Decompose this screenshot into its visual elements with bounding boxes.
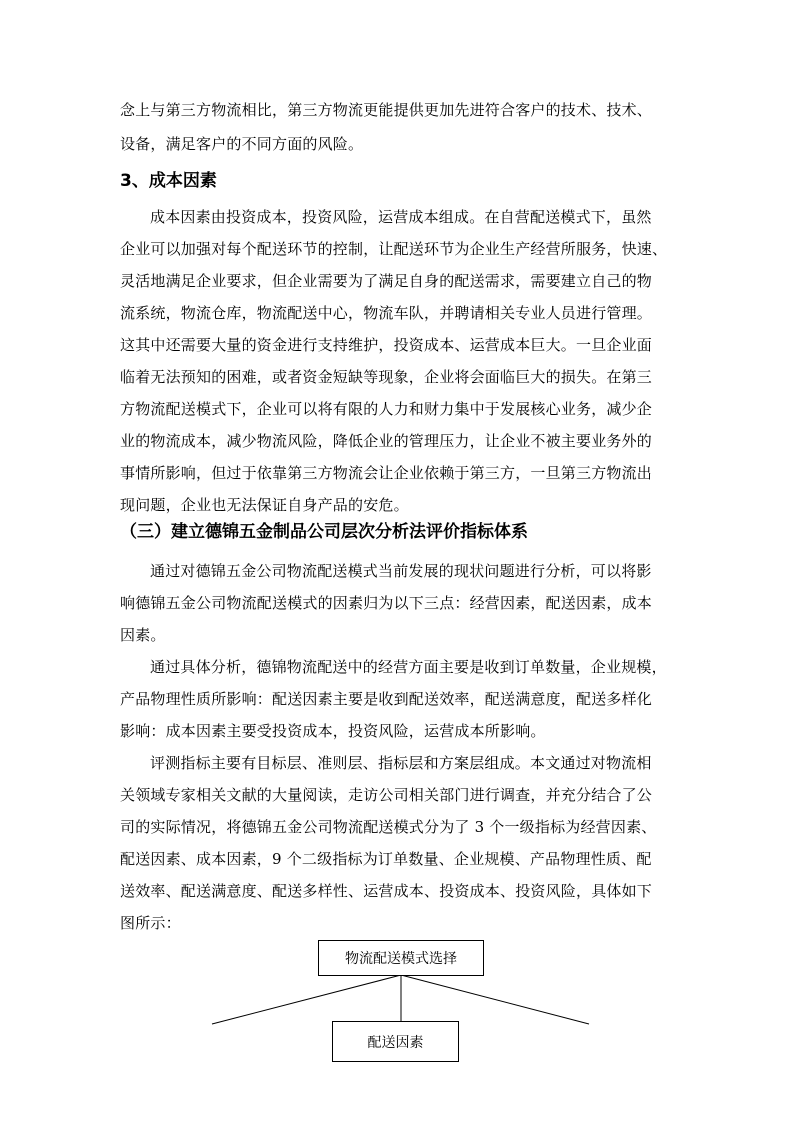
paragraph-line: 图所示： (120, 914, 181, 932)
paragraph-line: 司的实际情况，将德锦五金公司物流配送模式分为了 3 个一级指标为经营因素、 (120, 818, 657, 836)
paragraph-line: 灵活地满足企业要求，但企业需要为了满足自身的配送需求，需要建立自己的物 (120, 272, 653, 290)
paragraph-line: 企业可以加强对每个配送环节的控制，让配送环节为企业生产经营所服务，快速、 (120, 240, 668, 258)
paragraph-line: 临着无法预知的困难，或者资金短缺等现象，企业将会面临巨大的损失。在第三 (120, 368, 653, 386)
paragraph-line: 评测指标主要有目标层、准则层、指标层和方案层组成。本文通过对物流相 (150, 754, 652, 772)
section-heading-ahp: （三）建立德锦五金制品公司层次分析法评价指标体系 (120, 522, 528, 542)
paragraph-line: 响德锦五金公司物流配送模式的因素归为以下三点：经营因素，配送因素，成本 (120, 594, 653, 612)
paragraph-line: 念上与第三方物流相比，第三方物流更能提供更加先进符合客户的技术、技术、 (120, 101, 653, 119)
paragraph-line: 送效率、配送满意度、配送多样性、运营成本、投资成本、投资风险，具体如下 (120, 882, 653, 900)
paragraph-line: 设备，满足客户的不同方面的风险。 (120, 135, 364, 153)
paragraph-line: 影响：成本因素主要受投资成本，投资风险，运营成本所影响。 (120, 722, 546, 740)
diagram-node-delivery-factor: 配送因素 (332, 1021, 459, 1062)
section-heading-cost: 3、成本因素 (120, 171, 217, 191)
paragraph-line: 事情所影响，但过于依靠第三方物流会让企业依赖于第三方，一旦第三方物流出 (120, 464, 653, 482)
paragraph-line: 成本因素由投资成本，投资风险，运营成本组成。在自营配送模式下，虽然 (150, 208, 652, 226)
paragraph-line: 现问题，企业也无法保证自身产品的安危。 (120, 496, 409, 514)
paragraph-line: 通过具体分析，德锦物流配送中的经营方面主要是收到订单数量，企业规模， (150, 658, 667, 676)
paragraph-line: 产品物理性质所影响：配送因素主要是收到配送效率，配送满意度，配送多样化 (120, 690, 653, 708)
connector-line-left (212, 975, 401, 1024)
paragraph-line: 通过对德锦五金公司物流配送模式当前发展的现状问题进行分析，可以将影 (150, 562, 652, 580)
paragraph-line: 这其中还需要大量的资金进行支持维护，投资成本、运营成本巨大。一旦企业面 (120, 336, 653, 354)
paragraph-line: 关领域专家相关文献的大量阅读，走访公司相关部门进行调查，并充分结合了公 (120, 786, 653, 804)
paragraph-line: 因素。 (120, 626, 166, 644)
paragraph-line: 流系统，物流仓库，物流配送中心，物流车队，并聘请相关专业人员进行管理。 (120, 304, 653, 322)
paragraph-line: 方物流配送模式下，企业可以将有限的人力和财力集中于发展核心业务，减少企 (120, 400, 653, 418)
paragraph-line: 业的物流成本，减少物流风险，降低企业的管理压力，让企业不被主要业务外的 (120, 432, 653, 450)
connector-line-right (401, 975, 589, 1024)
diagram-node-goal: 物流配送模式选择 (318, 940, 484, 976)
paragraph-line: 配送因素、成本因素，9 个二级指标为订单数量、企业规模、产品物理性质、配 (120, 850, 652, 868)
